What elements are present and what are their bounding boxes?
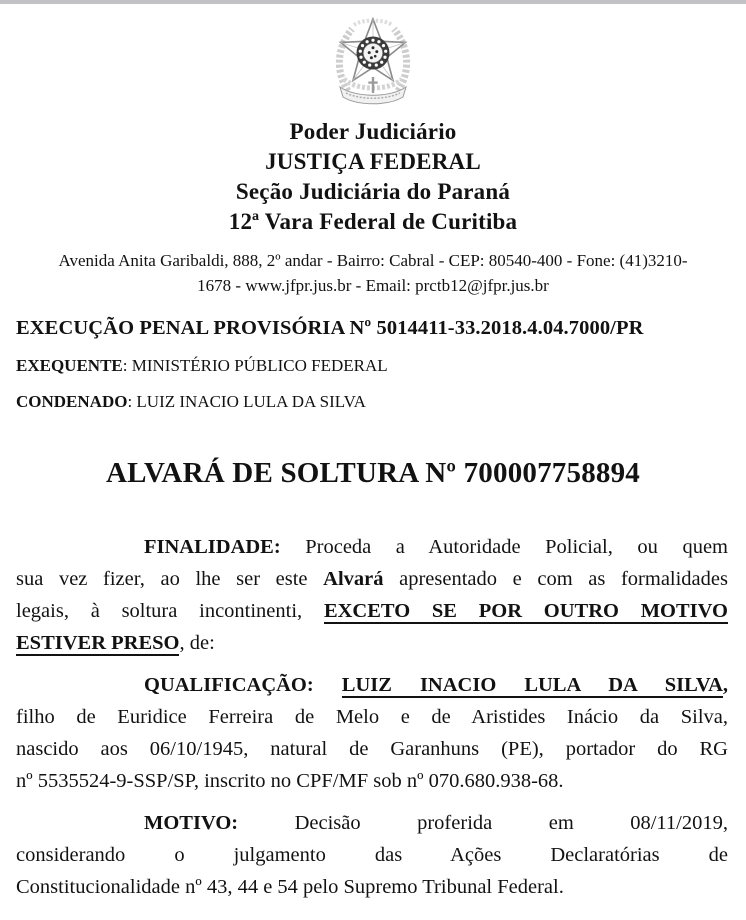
- paragraph-indent: [16, 828, 144, 829]
- condenado-label: CONDENADO: [16, 392, 128, 411]
- motivo-label: MOTIVO:: [144, 812, 239, 834]
- top-border-bar: [0, 0, 746, 4]
- finalidade-line-2: [16, 563, 728, 595]
- header-line-secao-judiciaria: Seção Judiciária do Paraná: [235, 179, 511, 204]
- qualificacao-text: ,: [722, 674, 728, 696]
- exequente-line: [16, 355, 728, 377]
- condenado-name-emphasis: LUIZ INACIO LULA DA SILVA: [341, 674, 723, 696]
- process-number-line: EXECUÇÃO PENAL PROVISÓRIA Nº 5014411-33.2018.4.04.7000/PR: [16, 317, 644, 339]
- document-title: ALVARÁ DE SOLTURA Nº 700007758894: [106, 457, 640, 489]
- paragraph-indent: [16, 690, 144, 691]
- finalidade-line-4: [16, 627, 728, 659]
- header-line-justica-federal: JUSTIÇA FEDERAL: [265, 149, 481, 174]
- motivo-line-2: considerando o julgamento das Ações Declaratórias de: [16, 844, 728, 866]
- header-line-vara-federal: 12ª Vara Federal de Curitiba: [228, 209, 518, 234]
- header-line-poder-judiciario: Poder Judiciário: [289, 119, 457, 144]
- condenado-line: [16, 391, 728, 413]
- alvara-emphasis: Alvará: [323, 568, 384, 590]
- qualificacao-line-1: [16, 669, 728, 701]
- qualificacao-paragraph: [16, 669, 728, 797]
- motivo-line-1: [16, 807, 728, 839]
- motivo-text: Decisão proferida em 08/11/2019,: [238, 812, 728, 834]
- finalidade-text: legais, à soltura incontinenti,: [16, 600, 324, 622]
- address-line-2: 1678 - www.jfpr.jus.br - Email: prctb12@jfpr.jus.br: [197, 276, 549, 295]
- qualificacao-line-3: nascido aos 06/10/1945, natural de Garanhuns (PE), portador do RG: [16, 738, 728, 760]
- finalidade-text: , de:: [179, 632, 215, 654]
- sword-icon: [368, 77, 377, 93]
- qualificacao-line-4: nº 5535524-9-SSP/SP, inscrito no CPF/MF sob nº 070.680.938-68.: [16, 770, 564, 792]
- finalidade-text: Proceda a Autoridade Policial, ou quem: [280, 536, 728, 558]
- finalidade-label: FINALIDADE:: [144, 536, 281, 558]
- exequente-value: : MINISTÉRIO PÚBLICO FEDERAL: [122, 356, 388, 375]
- brazil-coat-of-arms-icon: [330, 9, 416, 105]
- finalidade-line-1: [16, 531, 728, 563]
- court-address: [0, 248, 746, 298]
- finalidade-text: apresentado e com as formalidades: [383, 568, 728, 590]
- exceto-clause-emphasis: EXCETO SE POR OUTRO MOTIVO: [323, 600, 728, 622]
- document-body: [0, 531, 746, 903]
- finalidade-paragraph: [16, 531, 728, 659]
- coat-of-arms-emblem: [330, 9, 416, 105]
- exequente-label: EXEQUENTE: [16, 356, 123, 375]
- address-line-1: Avenida Anita Garibaldi, 888, 2º andar - Bairro: Cabral - CEP: 80540-400 - Fone: (41)3210-: [58, 251, 688, 270]
- paragraph-indent: [16, 552, 144, 553]
- finalidade-text: sua vez fizer, ao lhe ser este: [16, 568, 324, 590]
- condenado-value: : LUIZ INACIO LULA DA SILVA: [127, 392, 366, 411]
- case-info: [0, 316, 746, 413]
- estiver-preso-emphasis: ESTIVER PRESO: [16, 632, 180, 654]
- qualificacao-line-2: filho de Euridice Ferreira de Melo e de Aristides Inácio da Silva,: [16, 706, 728, 728]
- motivo-line-3: Constitucionalidade nº 43, 44 e 54 pelo Supremo Tribunal Federal.: [16, 876, 564, 898]
- motivo-paragraph: [16, 807, 728, 903]
- court-header: [0, 117, 746, 237]
- qualificacao-label: QUALIFICAÇÃO:: [144, 674, 342, 696]
- finalidade-line-3: [16, 595, 728, 627]
